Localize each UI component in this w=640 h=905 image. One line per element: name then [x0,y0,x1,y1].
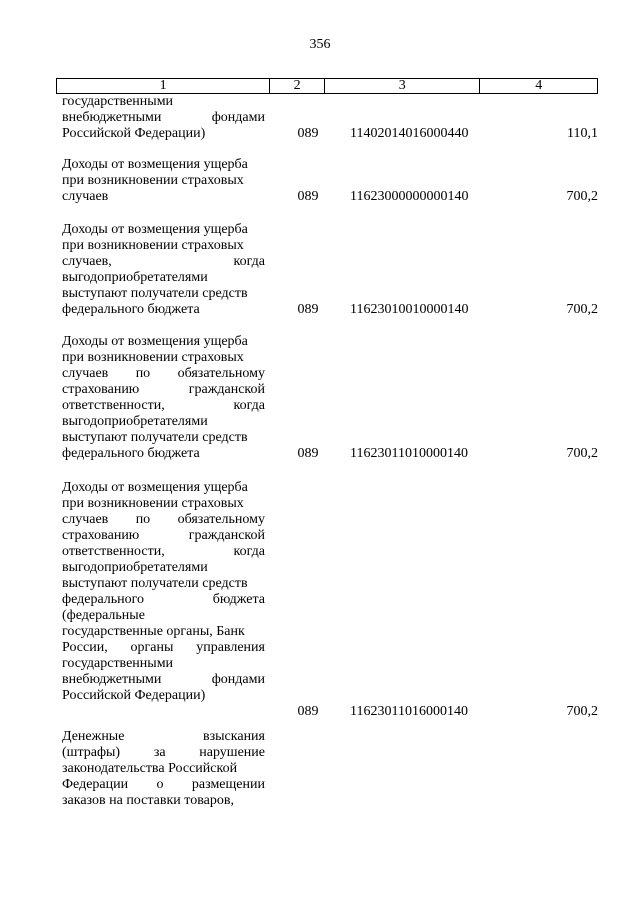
budget-classification-code: 11623000000000140 [350,189,469,204]
description-line: при возникновении страховых [62,173,244,188]
column-header-1: 1 [57,79,270,93]
admin-code: 089 [297,704,319,719]
word: случаев [62,366,109,381]
column-header-2: 2 [270,79,325,93]
word: России, [62,640,108,655]
word: Денежные [62,729,125,744]
word: взыскания [203,729,265,744]
word: за [153,745,166,760]
amount-value: 700,2 [566,302,598,317]
row-description [62,729,265,809]
description-line [62,254,265,270]
word: страхованию [62,382,140,397]
row-description [62,480,265,704]
description-line: выступают получатели средств [62,576,248,591]
word: обязательному [177,512,265,527]
description-line: Российской Федерации) [62,126,206,141]
word: управления [196,640,265,655]
word: федерального [62,592,145,607]
word: бюджета [212,592,265,607]
description-line: государственными [62,656,174,671]
word: случаев, [62,254,112,269]
description-line [62,777,265,793]
admin-code: 089 [297,189,319,204]
description-line: при возникновении страховых [62,350,244,365]
description-line [62,382,265,398]
budget-classification-code: 11623010010000140 [350,302,469,317]
word: фондами [211,672,265,687]
description-line: государственными [62,94,174,109]
description-line: выгодоприобретателями [62,270,208,285]
word: ответственности, [62,544,165,559]
word: обязательному [177,366,265,381]
description-line: Доходы от возмещения ущерба [62,157,248,172]
word: органы [130,640,174,655]
amount-value: 700,2 [566,189,598,204]
description-line [62,512,265,528]
admin-code: 089 [297,126,319,141]
description-line [62,745,265,761]
budget-classification-code: 11623011010000140 [350,446,468,461]
budget-classification-code: 11623011016000140 [350,704,468,719]
description-line: при возникновении страховых [62,496,244,511]
word: когда [233,544,265,559]
description-line: случаев [62,189,109,204]
word: внебюджетными [62,110,162,125]
description-line: законодательства Российской [62,761,238,776]
word: нарушение [199,745,265,760]
description-line [62,729,265,745]
amount-value: 110,1 [567,126,598,141]
description-line [62,544,265,560]
description-line [62,110,265,126]
row-description [62,334,265,462]
word: (штрафы) [62,745,121,760]
row-description [62,94,265,142]
description-line: Доходы от возмещения ущерба [62,222,248,237]
table-header [56,78,598,94]
description-line [62,528,265,544]
word: когда [233,254,265,269]
amount-value: 700,2 [566,704,598,719]
word: страхованию [62,528,140,543]
description-line [62,640,265,656]
description-line: заказов на поставки товаров, [62,793,234,808]
word: размещении [191,777,265,792]
description-line: выгодоприобретателями [62,414,208,429]
row-description [62,157,265,205]
column-header-4: 4 [535,78,543,93]
admin-code: 089 [297,302,319,317]
description-line: государственные органы, Банк [62,624,245,639]
column-header-3: 3 [325,79,480,93]
description-line: (федеральные [62,608,145,623]
word: Федерации [62,777,129,792]
budget-classification-code: 11402014016000440 [350,126,469,141]
description-line: Доходы от возмещения ущерба [62,480,248,495]
description-line [62,672,265,688]
word: о [156,777,164,792]
word: фондами [211,110,265,125]
word: ответственности, [62,398,165,413]
description-line [62,592,265,608]
word: гражданской [188,528,265,543]
description-line: выступают получатели средств [62,286,248,301]
description-line: при возникновении страховых [62,238,244,253]
description-line: Доходы от возмещения ущерба [62,334,248,349]
word: когда [233,398,265,413]
word: внебюджетными [62,672,162,687]
word: гражданской [188,382,265,397]
row-description [62,222,265,318]
description-line: выгодоприобретателями [62,560,208,575]
word: по [135,366,151,381]
word: по [135,512,151,527]
amount-value: 700,2 [566,446,598,461]
description-line [62,366,265,382]
description-line: федерального бюджета [62,302,200,317]
description-line [62,398,265,414]
word: случаев [62,512,109,527]
description-line: Российской Федерации) [62,688,206,703]
description-line: федерального бюджета [62,446,200,461]
admin-code: 089 [297,446,319,461]
description-line: выступают получатели средств [62,430,248,445]
page-number: 356 [309,37,331,52]
